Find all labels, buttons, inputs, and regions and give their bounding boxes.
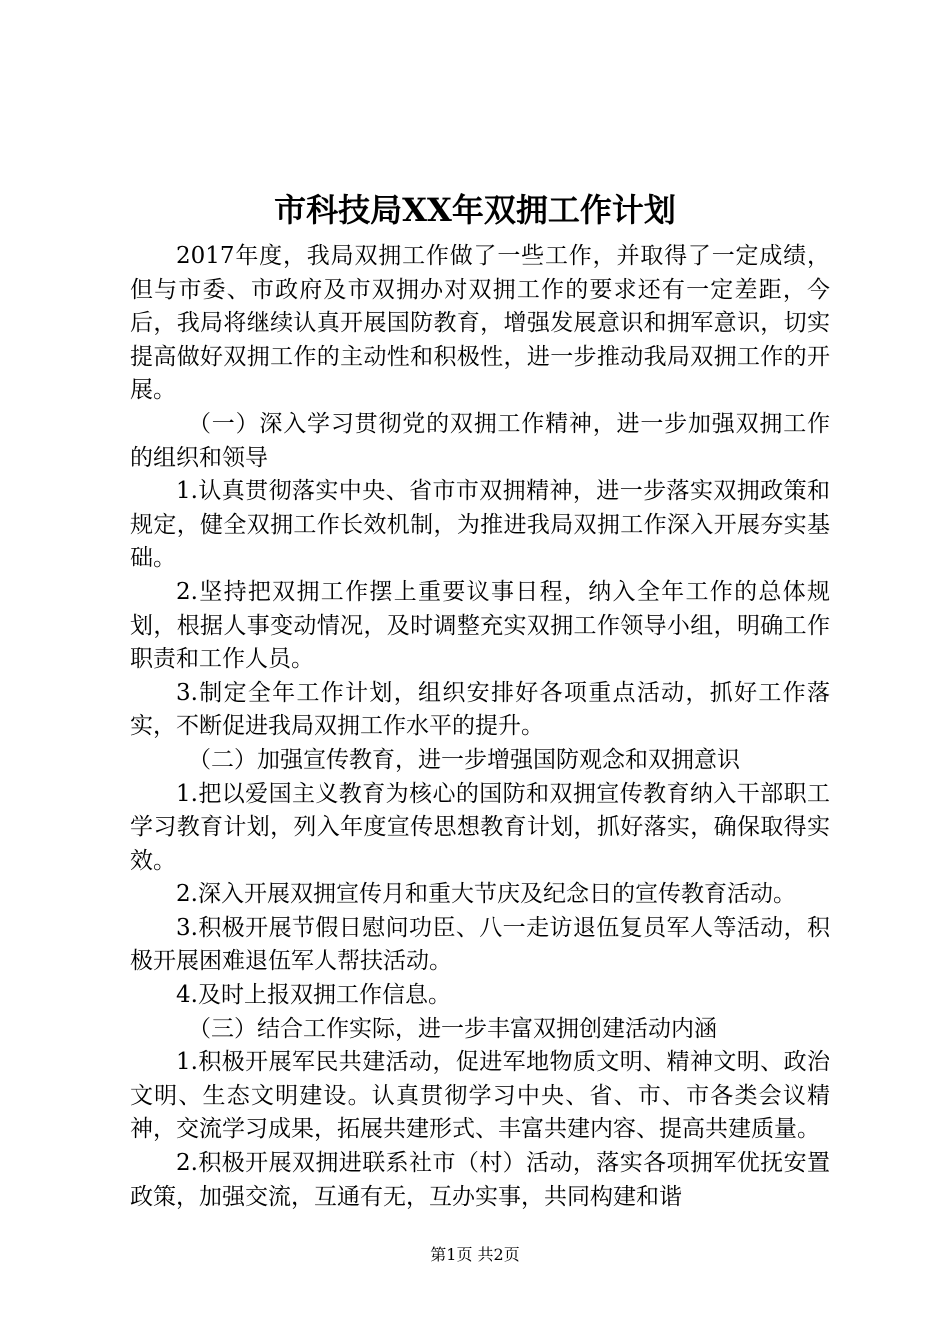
paragraph-intro: 2017年度，我局双拥工作做了一些工作，并取得了一定成绩，但与市委、市政府及市双拥办对双拥工作的要求还有一定差距，今后，我局将继续认真开展国防教育，增强发展意识和拥军意识，切实提高做好双拥工作的主动性和积极性，进一步推动我局双拥工作的开展。 bbox=[130, 243, 830, 404]
paragraph-2-1: 1.把以爱国主义教育为核心的国防和双拥宣传教育纳入干部职工学习教育计划，列入年度宣传思想教育计划，抓好落实，确保取得实效。 bbox=[130, 780, 830, 874]
section-heading-1: （一）深入学习贯彻党的双拥工作精神，进一步加强双拥工作的组织和领导 bbox=[130, 410, 830, 471]
document-title: 市科技局XX年双拥工作计划 bbox=[274, 191, 676, 229]
section-heading-2: （二）加强宣传教育，进一步增强国防观念和双拥意识 bbox=[188, 746, 740, 773]
paragraph-3-1: 1.积极开展军民共建活动，促进军地物质文明、精神文明、政治文明、生态文明建设。认真贯彻学习中央、省、市、市各类会议精神，交流学习成果，拓展共建形式、丰富共建内容、提高共建质量。 bbox=[130, 1049, 830, 1143]
paragraph-3-2: 2.积极开展双拥进联系社市（村）活动，落实各项拥军优抚安置政策，加强交流，互通有无，互办实事，共同构建和谐 bbox=[130, 1150, 830, 1210]
paragraph-1-1: 1.认真贯彻落实中央、省市市双拥精神，进一步落实双拥政策和规定，健全双拥工作长效机制，为推进我局双拥工作深入开展夯实基础。 bbox=[130, 478, 830, 572]
paragraph-2-2: 2.深入开展双拥宣传月和重大节庆及纪念日的宣传教育活动。 bbox=[176, 881, 796, 908]
paragraph-2-3: 3.积极开展节假日慰问功臣、八一走访退伍复员军人等活动，积极开展困难退伍军人帮扶活动。 bbox=[130, 914, 830, 975]
paragraph-1-3: 3.制定全年工作计划，组织安排好各项重点活动，抓好工作落实，不断促进我局双拥工作水平的提升。 bbox=[130, 679, 830, 740]
page-number-footer: 第1页 共2页 bbox=[430, 1245, 520, 1264]
document-body bbox=[130, 240, 830, 1214]
paragraph-1-2: 2.坚持把双拥工作摆上重要议事日程，纳入全年工作的总体规划，根据人事变动情况，及时调整充实双拥工作领导小组，明确工作职责和工作人员。 bbox=[130, 578, 830, 673]
section-heading-3: （三）结合工作实际，进一步丰富双拥创建活动内涵 bbox=[188, 1015, 717, 1042]
paragraph-2-4: 4.及时上报双拥工作信息。 bbox=[176, 982, 451, 1009]
